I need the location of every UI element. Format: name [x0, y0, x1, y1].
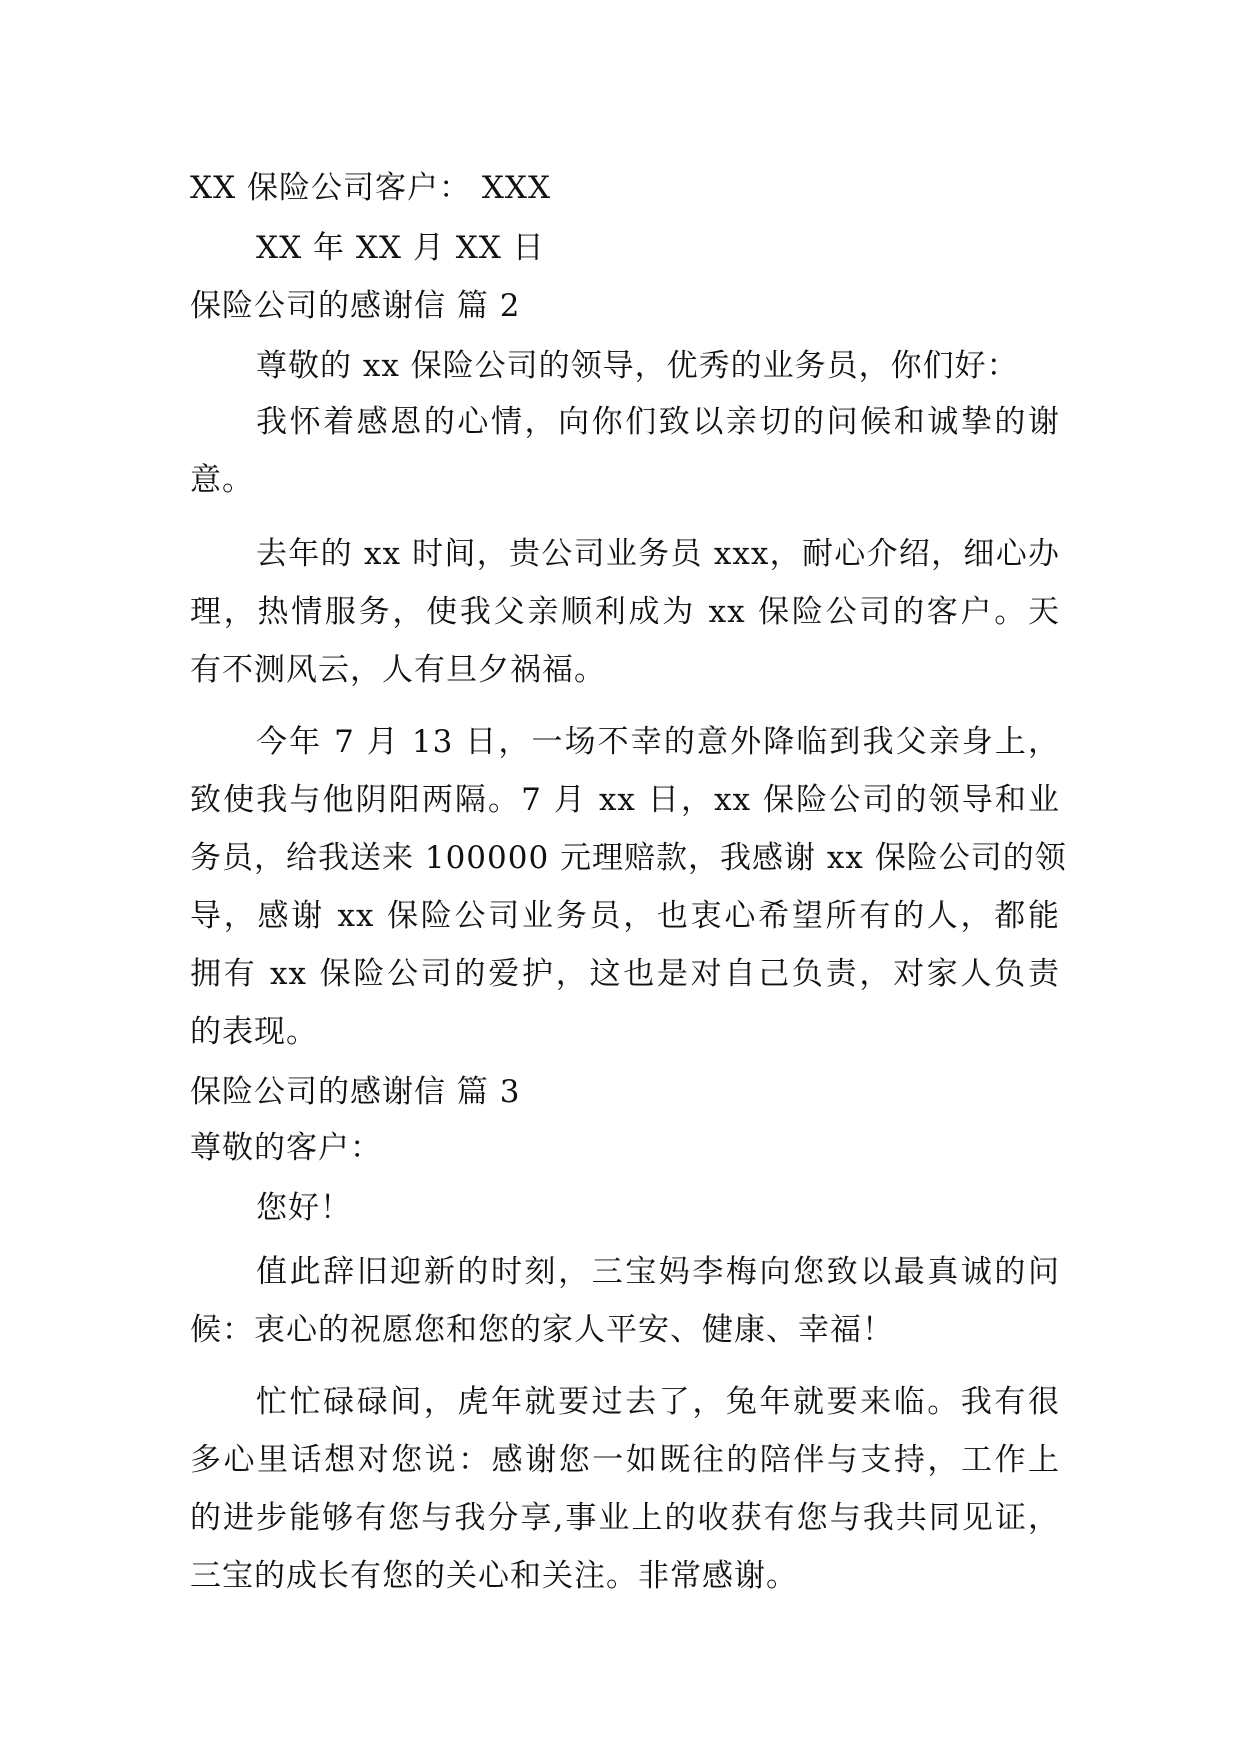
paragraph-line: 导，感谢 xx 保险公司业务员，也衷心希望所有的人，都能	[190, 898, 1060, 934]
section-heading-2: 保险公司的感谢信 篇 2	[190, 288, 521, 324]
section-heading-3: 保险公司的感谢信 篇 3	[190, 1074, 521, 1110]
paragraph-line: 去年的 xx 时间，贵公司业务员 xxx，耐心介绍，细心办	[256, 536, 1060, 572]
paragraph-line: 务员，给我送来 100000 元理赔款，我感谢 xx 保险公司的领	[190, 840, 1067, 876]
paragraph-line: 我怀着感恩的心情，向你们致以亲切的问候和诚挚的谢	[256, 404, 1060, 440]
greeting-line: 您好！	[256, 1190, 352, 1226]
paragraph-line: 候：衷心的祝愿您和您的家人平安、健康、幸福！	[190, 1312, 894, 1348]
paragraph-line: 忙忙碌碌间，虎年就要过去了，兔年就要来临。我有很	[256, 1384, 1060, 1420]
paragraph-line: 致使我与他阴阳两隔。7 月 xx 日，xx 保险公司的领导和业	[190, 782, 1060, 818]
date-line: XX 年 XX 月 XX 日	[256, 230, 545, 266]
paragraph-line: 拥有 xx 保险公司的爱护，这也是对自己负责，对家人负责	[190, 956, 1060, 992]
paragraph-line: 意。	[190, 462, 254, 498]
salutation-3: 尊敬的客户：	[190, 1130, 382, 1166]
signature-line: XX 保险公司客户： XXX	[190, 170, 552, 206]
paragraph-line: 的表现。	[190, 1014, 318, 1050]
paragraph-line: 有不测风云，人有旦夕祸福。	[190, 652, 606, 688]
paragraph-line: 多心里话想对您说：感谢您一如既往的陪伴与支持，工作上	[190, 1442, 1060, 1478]
paragraph-line: 今年 7 月 13 日，一场不幸的意外降临到我父亲身上，	[256, 724, 1060, 760]
salutation-2: 尊敬的 xx 保险公司的领导，优秀的业务员，你们好：	[256, 348, 1019, 384]
paragraph-line: 理，热情服务，使我父亲顺利成为 xx 保险公司的客户。天	[190, 594, 1060, 630]
paragraph-line: 三宝的成长有您的关心和关注。非常感谢。	[190, 1558, 798, 1594]
paragraph-line: 值此辞旧迎新的时刻，三宝妈李梅向您致以最真诚的问	[256, 1254, 1060, 1290]
paragraph-line: 的进步能够有您与我分享,事业上的收获有您与我共同见证，	[190, 1500, 1060, 1536]
